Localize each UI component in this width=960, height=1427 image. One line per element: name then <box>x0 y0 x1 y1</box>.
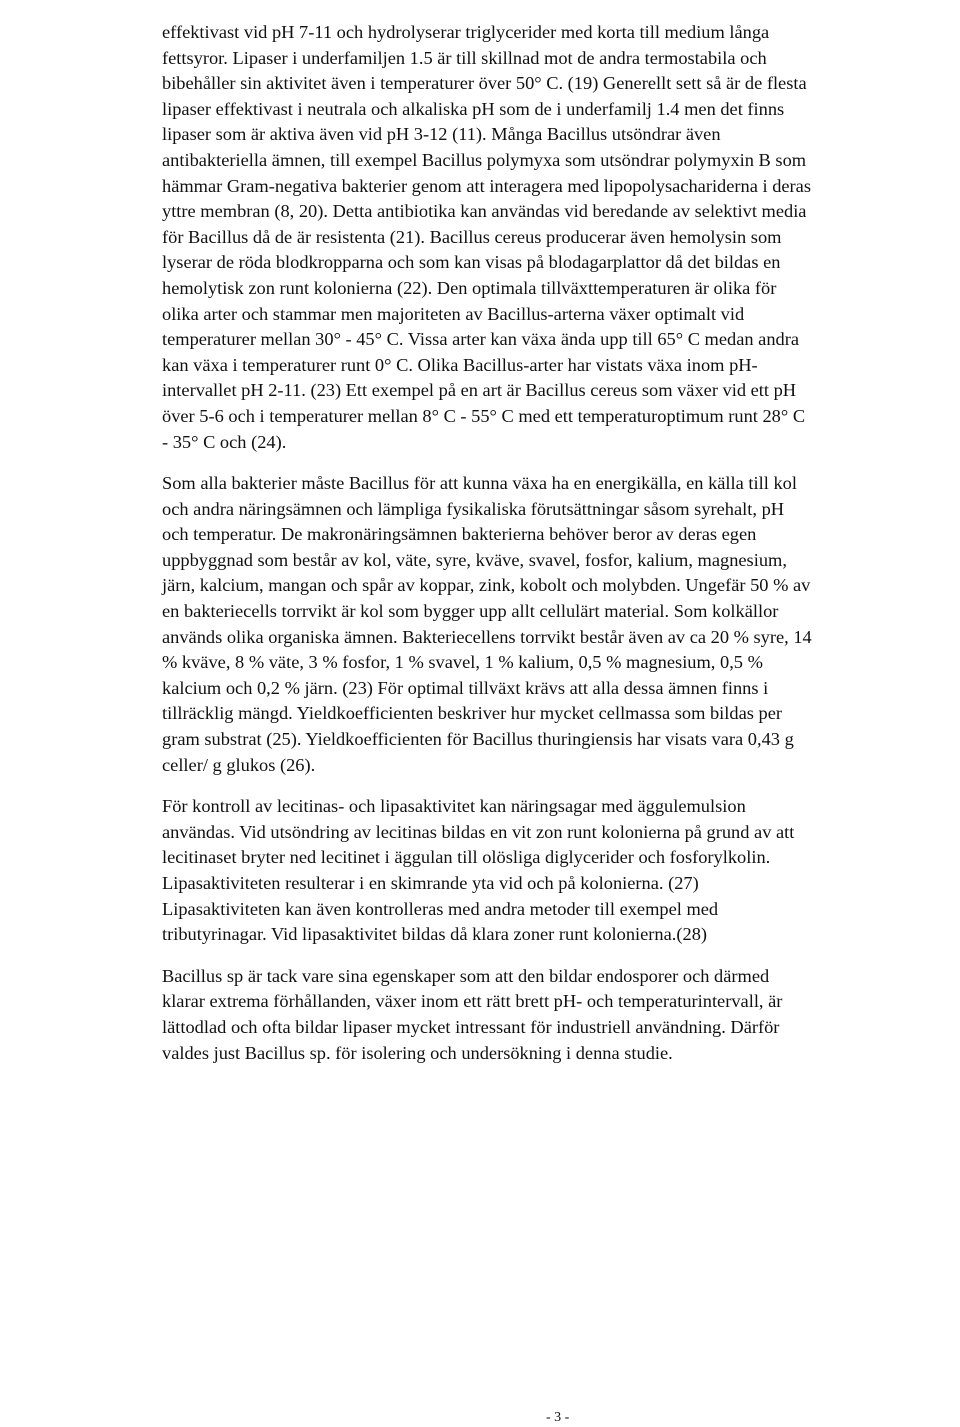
page-number: - 3 - <box>546 1410 570 1425</box>
text-line: klarar extrema förhållanden, växer inom ett rätt brett pH- och temperaturintervall, är <box>162 991 783 1012</box>
text-line: För kontroll av lecitinas- och lipasaktivitet kan näringsagar med äggulemulsion <box>162 796 746 817</box>
text-line: uppbyggnad som består av kol, väte, syre, kväve, svavel, fosfor, kalium, magnesium, <box>162 549 787 570</box>
paragraph-conclusion <box>162 964 960 1066</box>
text-line: Bacillus sp är tack vare sina egenskaper som att den bildar endosporer och därmed <box>162 965 770 986</box>
text-line: tillräcklig mängd. Yieldkoefficienten beskriver hur mycket cellmassa som bildas per <box>162 703 782 724</box>
text-line: lipaser som är aktiva även vid pH 3-12 (11). Många Bacillus utsöndrar även <box>162 124 721 145</box>
text-line: Som alla bakterier måste Bacillus för att kunna växa ha en energikälla, en källa till kol <box>162 473 797 494</box>
paragraph-lipases-bacillus <box>162 20 960 455</box>
text-line: bibehåller sin aktivitet även i temperaturer över 50° C. (19) Generellt sett så är de flesta <box>162 73 807 94</box>
text-line: fettsyror. Lipaser i underfamiljen 1.5 är till skillnad mot de andra termostabila och <box>162 47 767 68</box>
text-line: lyserar de röda blodkropparna och som kan visas på blodagarplattor då det bildas en <box>162 252 781 273</box>
text-line: hemolytisk zon runt kolonierna (22). Den optimala tillväxttemperaturen är olika för <box>162 277 777 298</box>
text-line: för Bacillus då de är resistenta (21). Bacillus cereus producerar även hemolysin som <box>162 226 782 247</box>
text-line: används olika organiska ämnen. Bakteriecellens torrvikt består även av ca 20 % syre, 14 <box>162 626 812 647</box>
text-line: lecitinaset bryter ned lecitinet i äggulan till olösliga diglycerider och fosforylkolin. <box>162 847 771 868</box>
text-line: gram substrat (25). Yieldkoefficienten för Bacillus thuringiensis har visats vara 0,43 g <box>162 729 794 750</box>
text-line: temperaturer mellan 30° - 45° C. Vissa arter kan växa ända upp till 65° C medan andra <box>162 329 800 350</box>
text-line: användas. Vid utsöndring av lecitinas bildas en vit zon runt kolonierna på grund av att <box>162 821 795 842</box>
paragraph-nutrients <box>162 471 960 778</box>
text-line: effektivast vid pH 7-11 och hydrolyserar triglycerider med korta till medium långa <box>162 22 770 42</box>
text-line: yttre membran (8, 20). Detta antibiotika kan användas vid beredande av selektivt media <box>162 201 807 222</box>
text-line: och temperatur. De makronäringsämnen bakterierna behöver beror av deras egen <box>162 524 757 545</box>
text-line: olika arter och stammar men majoriteten av Bacillus-arterna växer optimalt vid <box>162 303 745 324</box>
text-line: järn, kalcium, mangan och spår av koppar, zink, kobolt och molybden. Ungefär 50 % av <box>162 575 811 596</box>
text-line: och andra näringsämnen och lämpliga fysikaliska förutsättningar såsom syrehalt, pH <box>162 498 785 519</box>
text-line: - 35° C och (24). <box>162 431 287 452</box>
text-line: intervallet pH 2-11. (23) Ett exempel på en art är Bacillus cereus som växer vid ett pH <box>162 380 797 401</box>
text-line: lättodlad och ofta bildar lipaser mycket intressant för industriell användning. Därför <box>162 1016 780 1037</box>
text-line: hämmar Gram-negativa bakterier genom att interagera med lipopolysachariderna i deras <box>162 175 812 196</box>
text-line: antibakteriella ämnen, till exempel Bacillus polymyxa som utsöndrar polymyxin B som <box>162 149 807 170</box>
text-line: valdes just Bacillus sp. för isolering och undersökning i denna studie. <box>162 1042 673 1063</box>
text-line: celler/ g glukos (26). <box>162 754 316 775</box>
text-line: över 5-6 och i temperaturer mellan 8° C - 55° C med ett temperaturoptimum runt 28° C <box>162 405 806 426</box>
text-line: en bakteriecells torrvikt är kol som bygger upp allt cellulärt material. Som kolkällor <box>162 601 779 622</box>
text-line: Lipasaktiviteten kan även kontrolleras med andra metoder till exempel med <box>162 898 719 919</box>
text-line: tributyrinagar. Vid lipasaktivitet bildas då klara zoner runt kolonierna.(28) <box>162 924 708 945</box>
text-line: lipaser effektivast i neutrala och alkaliska pH som de i underfamilj 1.4 men det finns <box>162 98 785 119</box>
text-line: % kväve, 8 % väte, 3 % fosfor, 1 % svavel, 1 % kalium, 0,5 % magnesium, 0,5 % <box>162 652 763 673</box>
text-line: kalcium och 0,2 % järn. (23) För optimal tillväxt krävs att alla dessa ämnen finns i <box>162 677 769 698</box>
paragraph-lecithinase <box>162 794 960 948</box>
text-line: kan växa i temperaturer runt 0° C. Olika Bacillus-arter har vistats växa inom pH- <box>162 354 758 375</box>
text-line: Lipasaktiviteten resulterar i en skimrande yta vid och på kolonierna. (27) <box>162 873 699 893</box>
document-body <box>162 20 960 1082</box>
